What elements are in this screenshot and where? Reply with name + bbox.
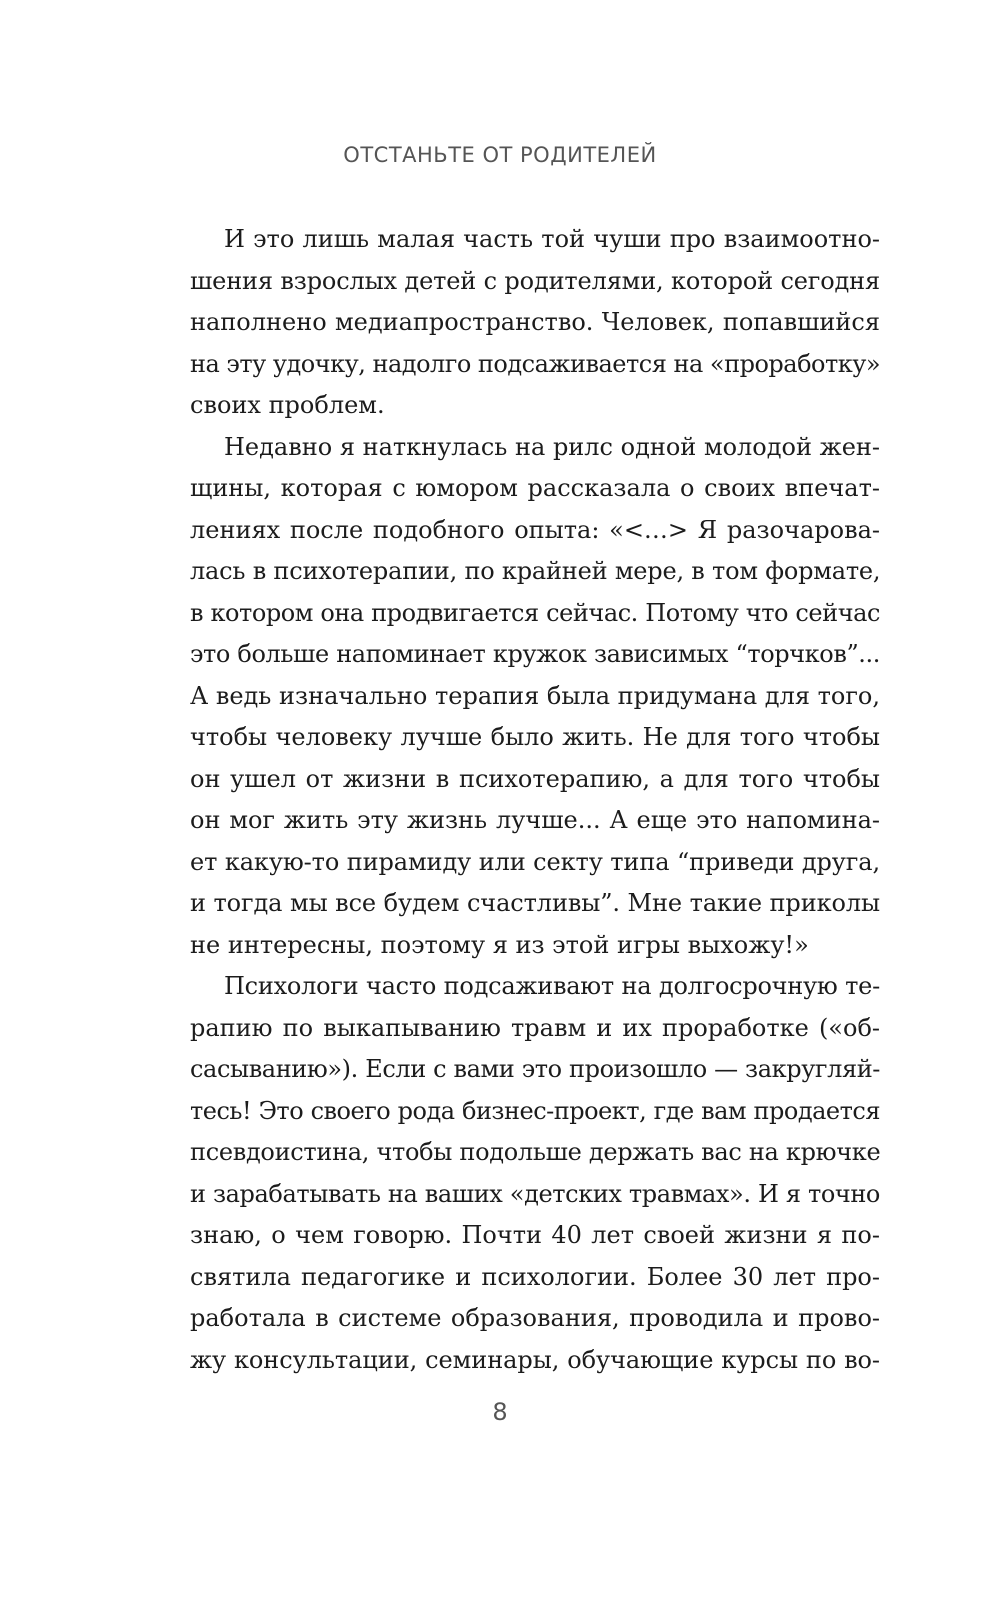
text-line: своих проблем. [190,391,385,419]
text-line: это больше напоминает кружок зависимых “торчков”... [190,640,880,668]
text-line: лась в психотерапии, по крайней мере, в том формате, [190,557,881,585]
text-line: Недавно я наткнулась на рилс одной молодой жен- [224,432,880,461]
text-line: знаю, о чем говорю. Почти 40 лет своей жизни я по- [190,1221,880,1249]
text-line: ет какую-то пирамиду или секту типа “приведи друга, [190,847,880,876]
text-line: он мог жить эту жизнь лучше... А еще это напомина- [190,806,880,834]
text-line: не интересны, поэтому я из этой игры выхожу!» [190,930,809,959]
text-line: лениях после подобного опыта: «<…> Я разочарова- [190,515,880,544]
text-line: на эту удочку, надолго подсаживается на «проработку» [190,349,881,378]
text-line: в котором она продвигается сейчас. Потому что сейчас [190,598,880,627]
text-line: работала в системе образования, проводила и прово- [190,1304,880,1332]
text-line: наполнено медиапространство. Человек, попавшийся [190,308,880,336]
text-line: А ведь изначально терапия была придумана для того, [190,681,880,710]
text-line: шения взрослых детей с родителями, которой сегодня [190,266,880,295]
text-line: и зарабатывать на ваших «детских травмах». И я точно [190,1179,880,1208]
text-line: жу консультации, семинары, обучающие курсы по во- [190,1345,880,1374]
body-text [190,219,880,1381]
page-number: 8 [492,1398,508,1426]
text-line: святила педагогике и психологии. Более 30 лет про- [190,1262,880,1291]
running-head: ОТСТАНЬТЕ ОТ РОДИТЕЛЕЙ [343,143,657,167]
text-line: чтобы человеку лучше было жить. Не для того чтобы [190,723,880,751]
text-line: он ушел от жизни в психотерапию, а для того чтобы [190,764,880,793]
text-line: рапию по выкапыванию травм и их проработке («об- [190,1013,880,1042]
text-line: и тогда мы все будем счастливы”. Мне такие приколы [190,889,880,917]
text-line: щины, которая с юмором рассказала о своих впечат- [190,474,880,502]
text-line: тесь! Это своего рода бизнес-проект, где вам продается [190,1096,880,1125]
text-line: сасыванию»). Если с вами это произошло — закругляй- [190,1055,880,1083]
text-line: псевдоистина, чтобы подольше держать вас на крючке [190,1138,881,1166]
text-line: Психологи часто подсаживают на долгосрочную те- [224,972,880,1000]
text-line: И это лишь малая часть той чуши про взаимоотно- [224,225,880,253]
